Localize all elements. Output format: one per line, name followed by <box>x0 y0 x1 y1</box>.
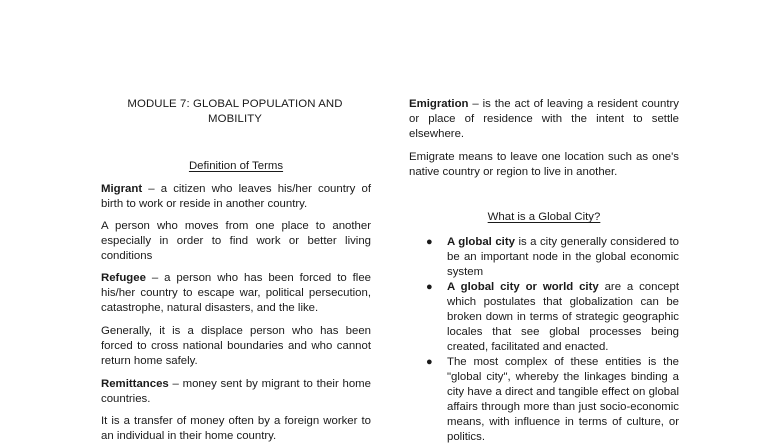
definitions-heading: Definition of Terms <box>188 160 284 172</box>
global-city-heading: What is a Global City? <box>487 211 601 223</box>
list-item <box>409 355 679 445</box>
list-item <box>409 235 679 280</box>
remittances-term: Remittances <box>101 378 169 390</box>
emigration-paragraph: Emigrate means to leave one location such as one's native country or region to live in another. <box>409 151 679 178</box>
module-title: MODULE 7: GLOBAL POPULATION AND MOBILITY <box>127 98 343 125</box>
bullet-icon: ● <box>426 236 433 248</box>
list-item-text: The most complex of these entities is the "global city", whereby the linkages binding a city have a direct and tangible effect on global affairs through more than just socio-economic means, with influence in terms of culture, or politics. <box>447 356 679 443</box>
remittances-paragraph: It is a transfer of money often by a foreign worker to an individual in their home country. <box>101 415 371 442</box>
refugee-definition <box>101 271 371 316</box>
remittances-definition <box>101 377 371 407</box>
emigration-term: Emigration <box>409 98 469 110</box>
migrant-definition <box>101 182 371 212</box>
list-item-text: is a city generally considered to be an important node in the global economic system <box>447 236 679 278</box>
migrant-definition-text: – a citizen who leaves his/her country of birth to work or reside in another country. <box>101 183 371 210</box>
list-item-text: are a concept which postulates that globalization can be broken down in terms of strategic geographic locales that see global processes being created, facilitated and enacted. <box>447 281 679 353</box>
emigration-definition-text: – is the act of leaving a resident country or place of residence with the intent to settle elsewhere. <box>409 98 679 140</box>
global-city-list <box>409 235 679 445</box>
list-item-bold: A global city or world city <box>447 281 599 293</box>
bullet-icon: ● <box>426 356 433 368</box>
migrant-term: Migrant <box>101 183 143 195</box>
list-item <box>409 280 679 355</box>
migrant-paragraph: A person who moves from one place to another especially in order to find work or better living conditions <box>101 220 371 262</box>
bullet-icon: ● <box>426 281 433 293</box>
refugee-term: Refugee <box>101 272 146 284</box>
emigration-definition <box>409 97 679 142</box>
remittances-definition-text: – money sent by migrant to their home countries. <box>101 378 371 405</box>
refugee-paragraph: Generally, it is a displace person who has been forced to cross national boundaries and who cannot return home safely. <box>101 325 371 367</box>
refugee-definition-text: – a person who has been forced to flee his/her country to escape war, political persecution, catastrophe, natural disasters, and the like. <box>101 272 371 314</box>
list-item-bold: A global city <box>447 236 515 248</box>
